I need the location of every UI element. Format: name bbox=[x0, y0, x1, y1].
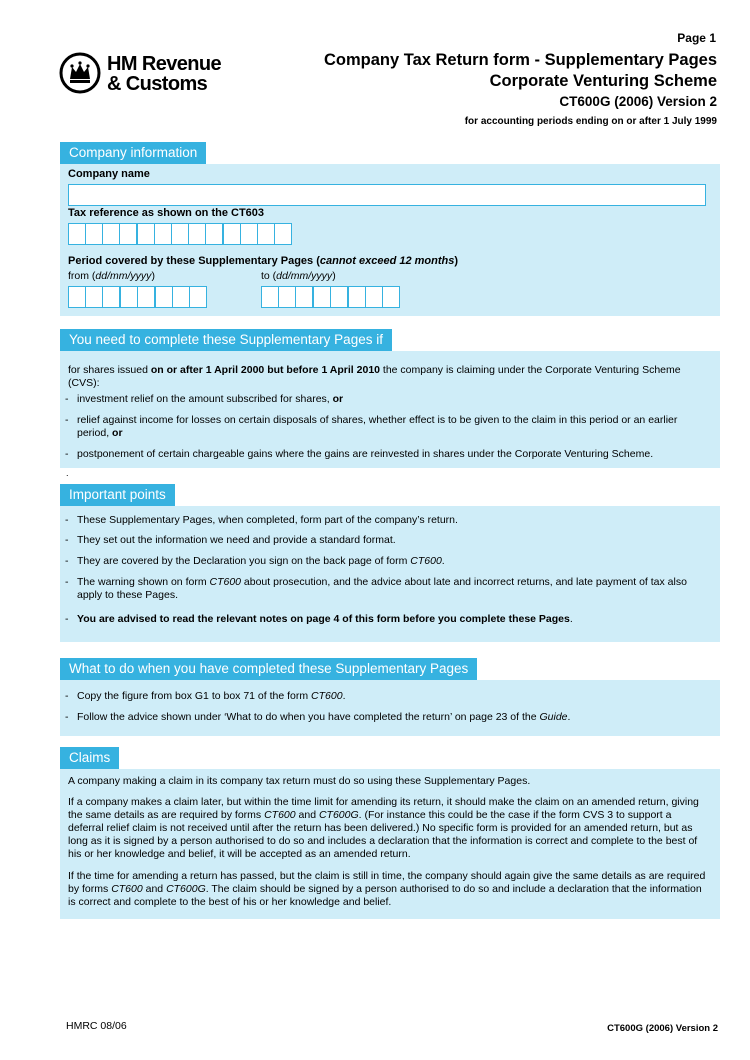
period-label: Period covered by these Supplementary Pages (cannot exceed 12 months) bbox=[68, 255, 459, 267]
need-item-2: - relief against income for losses on certain disposals of shares, whether effect is to be given to the claim in this period or an earlier period, or bbox=[65, 414, 678, 439]
form-applicability: for accounting periods ending on or after 1 July 1999 bbox=[464, 116, 717, 127]
crown-crest-icon bbox=[59, 52, 101, 94]
stray-dot: . bbox=[66, 468, 69, 478]
claims-heading: Claims bbox=[60, 747, 119, 769]
what-to-do-heading: What to do when you have completed these Supplementary Pages bbox=[60, 658, 477, 680]
need-to-complete-panel bbox=[60, 351, 720, 468]
need-to-complete-heading: You need to complete these Supplementary Pages if bbox=[60, 329, 392, 351]
important-point-3: - They are covered by the Declaration you sign on the back page of form CT600. bbox=[65, 555, 445, 567]
important-points-heading: Important points bbox=[60, 484, 175, 506]
claims-paragraph-1: A company making a claim in its company tax return must do so using these Supplementary Pages. bbox=[68, 775, 531, 787]
tax-reference-label: Tax reference as shown on the CT603 bbox=[68, 207, 265, 219]
claims-panel bbox=[60, 769, 720, 919]
important-point-1: - These Supplementary Pages, when completed, form part of the company’s return. bbox=[65, 514, 458, 526]
claims-paragraph-2: If a company makes a claim later, but within the time limit for amending its return, it should make the claim on an amended return, giving the same details as are required by forms CT600 and CT600G. (For instance this could be the case if the form CVS 3 to support a deferral relief claim is not received until after the return has been delivered.) No specific form is provided for an amended return, but as long as it is signed by a person authorised to do so and includes a declaration that the information is correct and complete to the best of his or her knowledge and belief, it will be accepted as an amended return. bbox=[68, 796, 699, 860]
need-item-3: - postponement of certain chargeable gains where the gains are reinvested in shares under the Corporate Venturing Scheme. bbox=[65, 448, 654, 460]
need-item-1: - investment relief on the amount subscribed for shares, or bbox=[65, 393, 344, 405]
company-info-heading: Company information bbox=[60, 142, 206, 164]
to-label: to (dd/mm/yyyy) bbox=[261, 270, 336, 282]
important-point-2: - They set out the information we need and provide a standard format. bbox=[65, 534, 396, 546]
page-number: Page 1 bbox=[677, 31, 716, 45]
claims-paragraph-3: If the time for amending a return has passed, but the claim is still in time, the company should again give the same details as are required by forms CT600 and CT600G. The claim should be signed by a person authorised to do so and include a declaration that the information is correct and complete to the best of his or her knowledge and belief. bbox=[68, 870, 706, 908]
form-id: CT600G (2006) Version 2 bbox=[559, 94, 717, 109]
company-name-label: Company name bbox=[68, 168, 150, 180]
hmrc-logo bbox=[59, 52, 234, 98]
important-points-panel bbox=[60, 506, 720, 642]
company-info-panel bbox=[60, 164, 720, 316]
period-from-date-field[interactable] bbox=[68, 286, 207, 308]
footer-form-code: HMRC 08/06 bbox=[66, 1020, 127, 1032]
form-title: Company Tax Return form - Supplementary Pages bbox=[323, 51, 717, 69]
footer-form-id: CT600G (2006) Version 2 bbox=[607, 1023, 718, 1034]
logo-text-line1: HM Revenue bbox=[107, 53, 222, 75]
important-point-4: - The warning shown on form CT600 about prosecution, and the advice about late and incorrect returns, and late payment of tax also apply to these Pages. bbox=[65, 576, 687, 601]
what-to-do-item-2: - Follow the advice shown under ‘What to do when you have completed the return’ on page 23 of the Guide. bbox=[65, 711, 571, 723]
logo-text-line2: & Customs bbox=[107, 73, 208, 95]
period-to-date-field[interactable] bbox=[261, 286, 400, 308]
form-subtitle: Corporate Venturing Scheme bbox=[489, 72, 717, 90]
what-to-do-item-1: - Copy the figure from box G1 to box 71 of the form CT600. bbox=[65, 690, 346, 702]
need-intro: for shares issued on or after 1 April 2000 but before 1 April 2010 the company is claiming under the Corporate Venturing Scheme (CVS): bbox=[68, 364, 681, 389]
company-name-field[interactable] bbox=[68, 184, 706, 206]
tax-reference-field[interactable] bbox=[68, 223, 292, 245]
what-to-do-panel bbox=[60, 680, 720, 736]
important-point-5: - You are advised to read the relevant notes on page 4 of this form before you complete these Pages. bbox=[65, 613, 573, 625]
from-label: from (dd/mm/yyyy) bbox=[68, 270, 155, 282]
